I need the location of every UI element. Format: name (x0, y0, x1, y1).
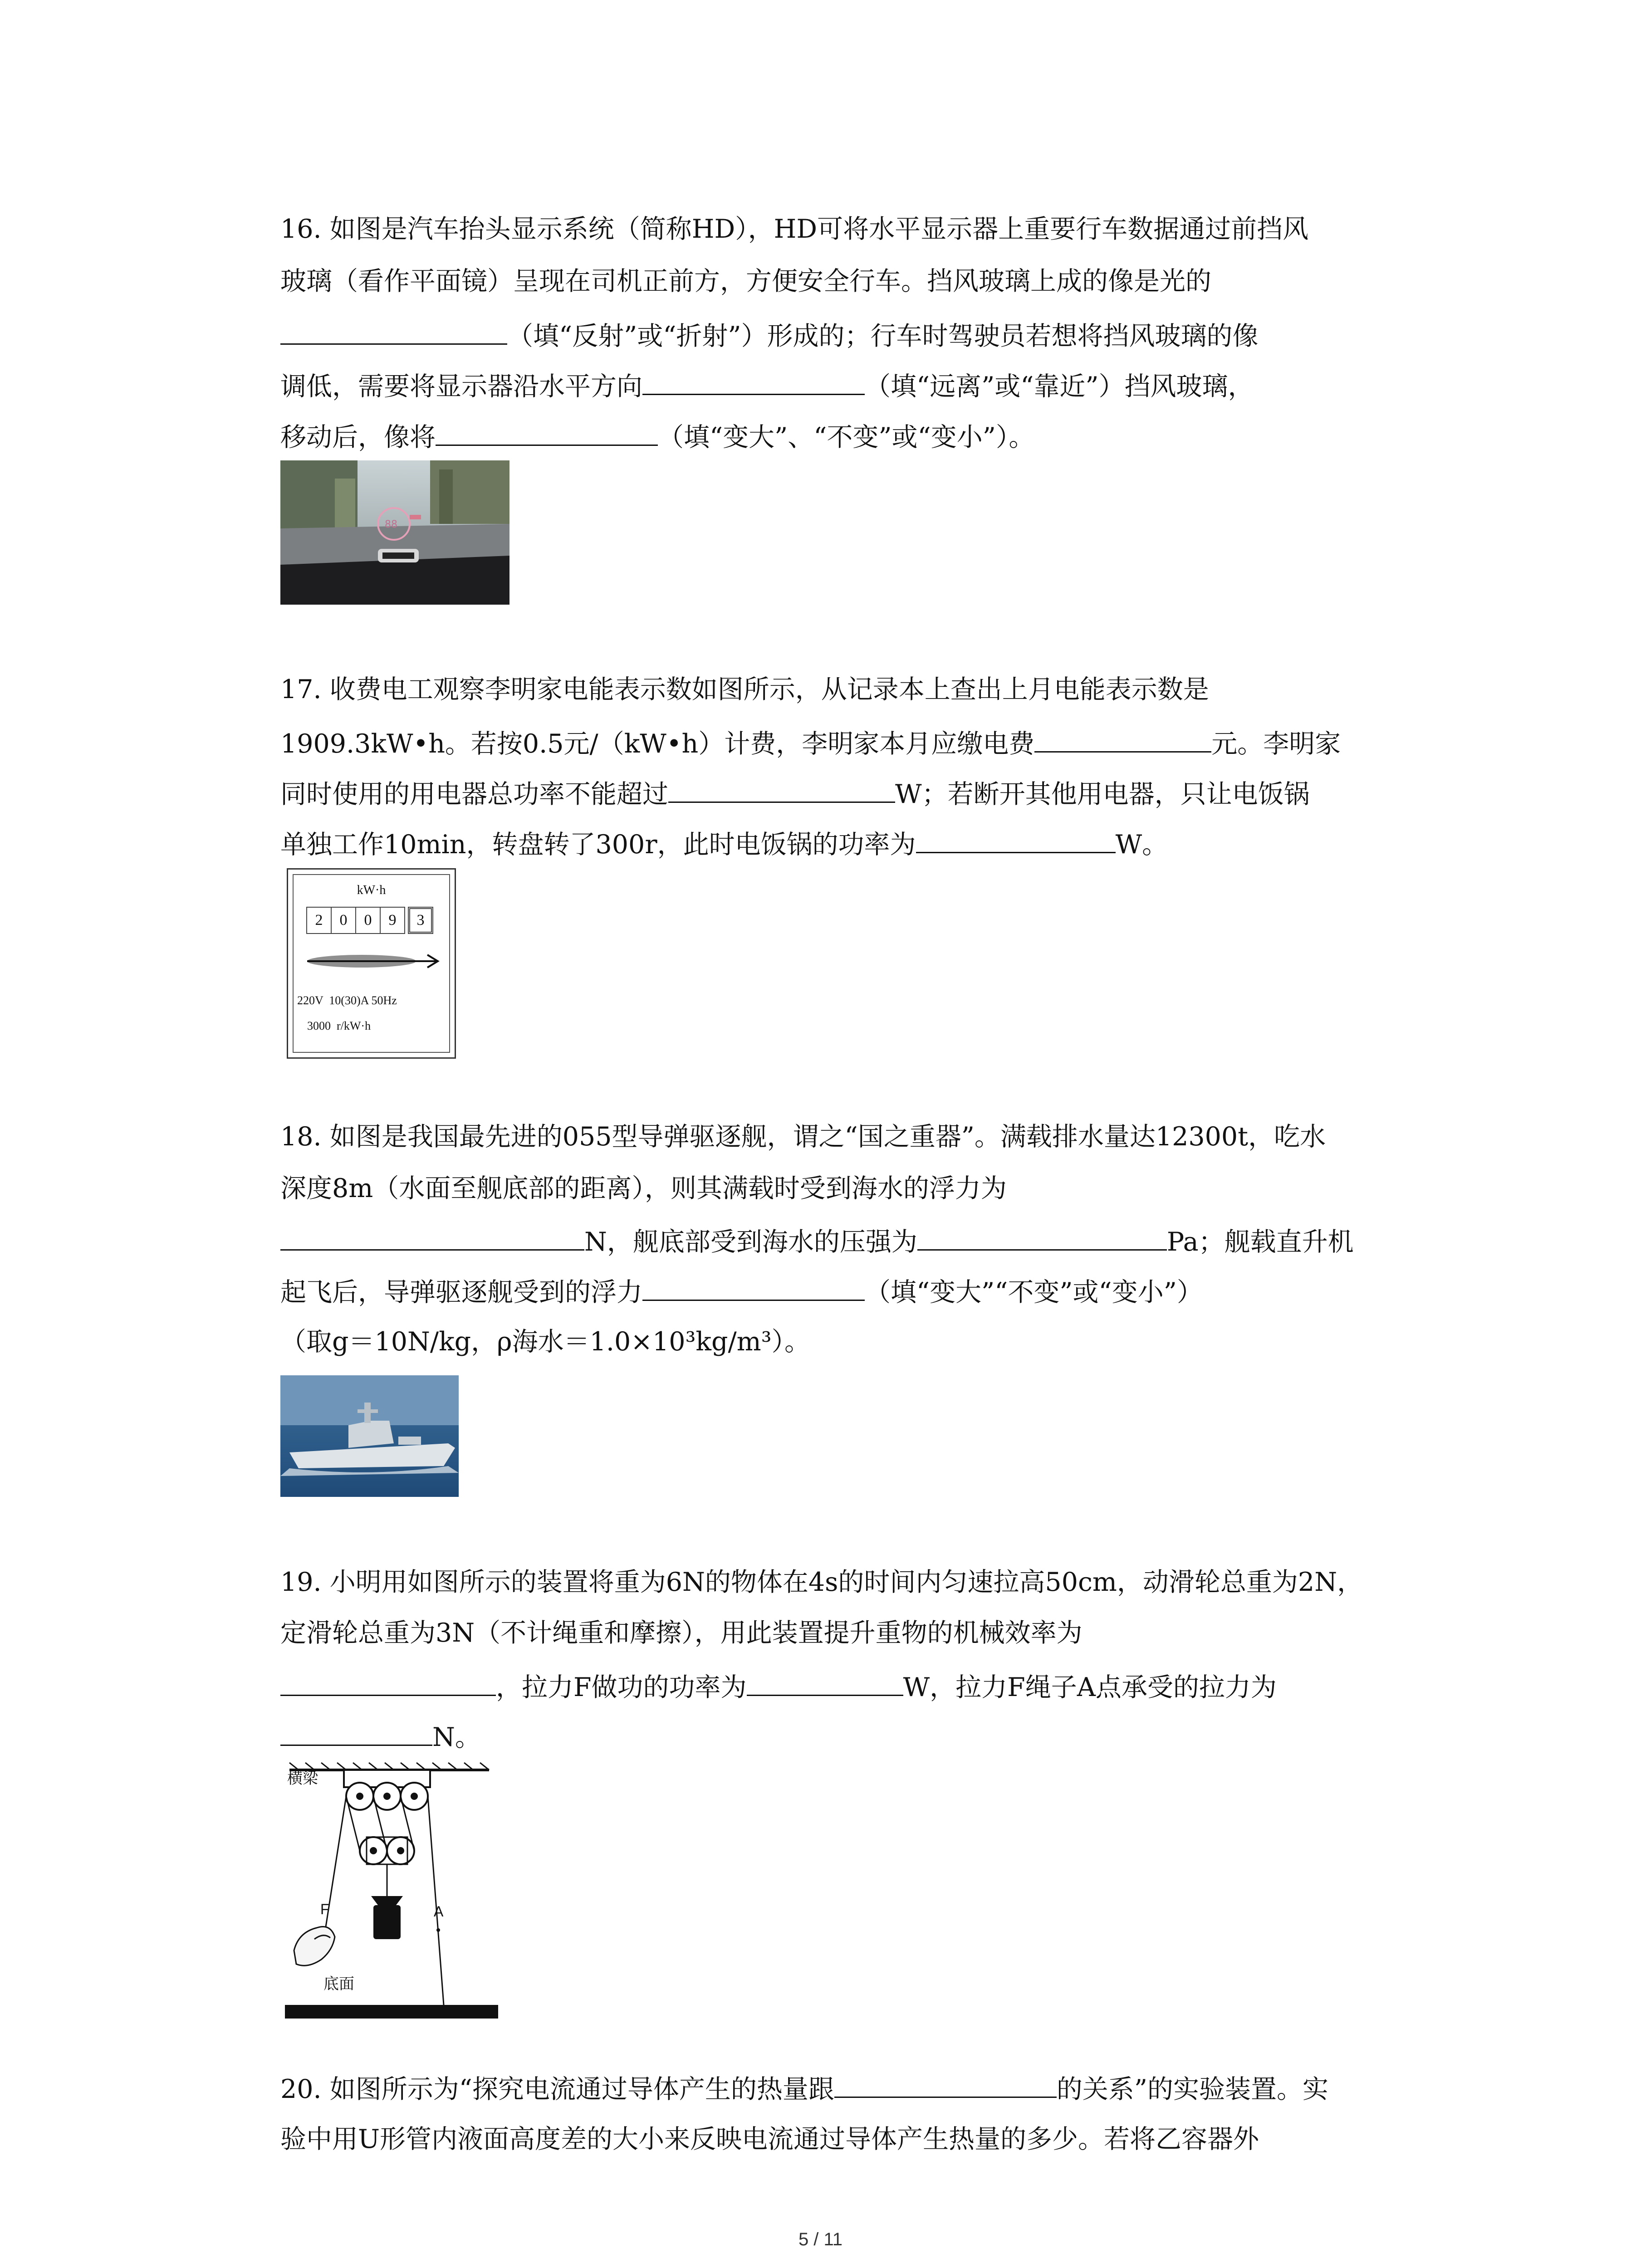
q16-blank-2[interactable] (642, 367, 865, 395)
q16-line-5-tail: （填“变大”、“不变”或“变小”）。 (658, 422, 1035, 452)
point-a-label: A (434, 1903, 444, 1920)
svg-text:88: 88 (385, 519, 397, 530)
meter-digit: 9 (381, 907, 405, 934)
meter-spec-2: 3000 r/kW·h (307, 1019, 371, 1032)
q17-line-2-tail: 元。李明家 (1211, 729, 1341, 759)
ground-label: 底面 (323, 1975, 354, 1993)
q16-line-5-text: 移动后，像将 (280, 422, 436, 452)
q16-line-1: 16. 如图是汽车抬头显示系统（简称HD），HD可将水平显示器上重要行车数据通过前挡风 (280, 214, 1309, 244)
meter-digit-decimal: 3 (408, 907, 433, 934)
q18-line-2: 深度8m（水面至舰底部的距离），则其满载时受到海水的浮力为 (280, 1173, 1007, 1203)
q20-line-2: 验中用U形管内液面高度差的大小来反映电流通过导体产生热量的多少。若将乙容器外 (280, 2124, 1259, 2154)
q17-line-2 (280, 724, 1341, 762)
q17-line-4-text: 单独工作10min，转盘转了300r，此时电饭锅的功率为 (280, 830, 916, 860)
q16-line-4-tail: （填“远离”或“靠近”）挡风玻璃， (865, 371, 1254, 401)
q18-line-4 (280, 1272, 1203, 1310)
q20-line-1-tail: 的关系”的实验装置。实 (1056, 2074, 1329, 2104)
q16-line-4-text: 调低，需要将显示器沿水平方向 (280, 371, 642, 401)
q18-blank-3[interactable] (642, 1272, 865, 1301)
q18-line-4-tail: （填“变大”“不变”或“变小”） (865, 1277, 1203, 1307)
hud-photo (280, 460, 509, 605)
q19-line-4 (280, 1717, 481, 1755)
force-label: F (320, 1901, 329, 1917)
q18-blank-1[interactable] (280, 1222, 584, 1251)
q18-blank-2[interactable] (917, 1222, 1167, 1251)
q17-line-4 (280, 825, 1168, 863)
q17-blank-1[interactable] (1034, 724, 1211, 753)
q19-line-3 (280, 1667, 1277, 1706)
q18-line-5: （取g＝10N/kg，ρ海水＝1.0×10³kg/m³）。 (280, 1327, 811, 1357)
q16-blank-1[interactable] (280, 316, 507, 345)
q16-blank-3[interactable] (436, 417, 658, 446)
meter-unit: kW·h (357, 883, 386, 897)
q18-line-3-tail: Pa；舰载直升机 (1166, 1227, 1354, 1257)
q18-line-4-text: 起飞后，导弹驱逐舰受到的浮力 (280, 1277, 642, 1307)
q19-line-1: 19. 小明用如图所示的装置将重为6N的物体在4s的时间内匀速拉高50cm，动滑轮总重为2N， (280, 1567, 1363, 1597)
destroyer-photo (280, 1375, 459, 1497)
q19-blank-3[interactable] (280, 1717, 432, 1746)
q17-line-3-tail: W；若断开其他用电器，只让电饭锅 (895, 779, 1310, 809)
q19-line-2: 定滑轮总重为3N（不计绳重和摩擦），用此装置提升重物的机械效率为 (280, 1618, 1083, 1648)
q19-line-3-tail: W，拉力F绳子A点承受的拉力为 (903, 1672, 1277, 1702)
q17-line-2-text: 1909.3kW•h。若按0.5元/（kW•h）计费，李明家本月应缴电费 (280, 729, 1035, 759)
q16-line-4 (280, 367, 1254, 405)
q20-line-1-text: 20. 如图所示为“探究电流通过导体产生的热量跟 (280, 2074, 834, 2104)
q19-blank-2[interactable] (747, 1667, 903, 1696)
q17-blank-2[interactable] (668, 774, 895, 803)
q19-line-3-text: ，拉力F做功的功率为 (496, 1672, 747, 1702)
pulley-diagram (280, 1760, 498, 2019)
q19-line-4-tail: N。 (432, 1722, 481, 1752)
q19-blank-1[interactable] (280, 1667, 496, 1696)
electric-meter (287, 868, 456, 1059)
q18-line-3-text: N，舰底部受到海水的压强为 (584, 1227, 917, 1257)
meter-disc-arrow-icon (303, 948, 443, 975)
q17-line-4-tail: W。 (1115, 830, 1168, 860)
meter-digit: 2 (306, 907, 332, 934)
meter-digits (306, 907, 433, 934)
q16-line-3 (280, 316, 1259, 354)
beam-label: 横梁 (287, 1769, 318, 1788)
q17-line-3-text: 同时使用的用电器总功率不能超过 (280, 779, 668, 809)
q20-line-1 (280, 2069, 1328, 2107)
q17-line-3 (280, 774, 1310, 812)
q18-line-3 (280, 1222, 1354, 1260)
q16-line-3-text: （填“反射”或“折射”）形成的；行车时驾驶员若想将挡风玻璃的像 (507, 321, 1259, 351)
q16-line-5 (280, 417, 1034, 455)
meter-spec-1: 220V 10(30)A 50Hz (297, 994, 397, 1007)
meter-digit: 0 (332, 907, 356, 934)
q17-line-1: 17. 收费电工观察李明家电能表示数如图所示，从记录本上查出上月电能表示数是 (280, 675, 1209, 704)
q16-line-2: 玻璃（看作平面镜）呈现在司机正前方，方便安全行车。挡风玻璃上成的像是光的 (280, 266, 1211, 296)
meter-digit: 0 (356, 907, 381, 934)
page-number: 5 / 11 (798, 2229, 843, 2249)
q17-blank-3[interactable] (916, 825, 1116, 853)
q20-blank-1[interactable] (834, 2069, 1057, 2098)
q18-line-1: 18. 如图是我国最先进的055型导弹驱逐舰，谓之“国之重器”。满载排水量达12300t，吃水 (280, 1122, 1326, 1152)
